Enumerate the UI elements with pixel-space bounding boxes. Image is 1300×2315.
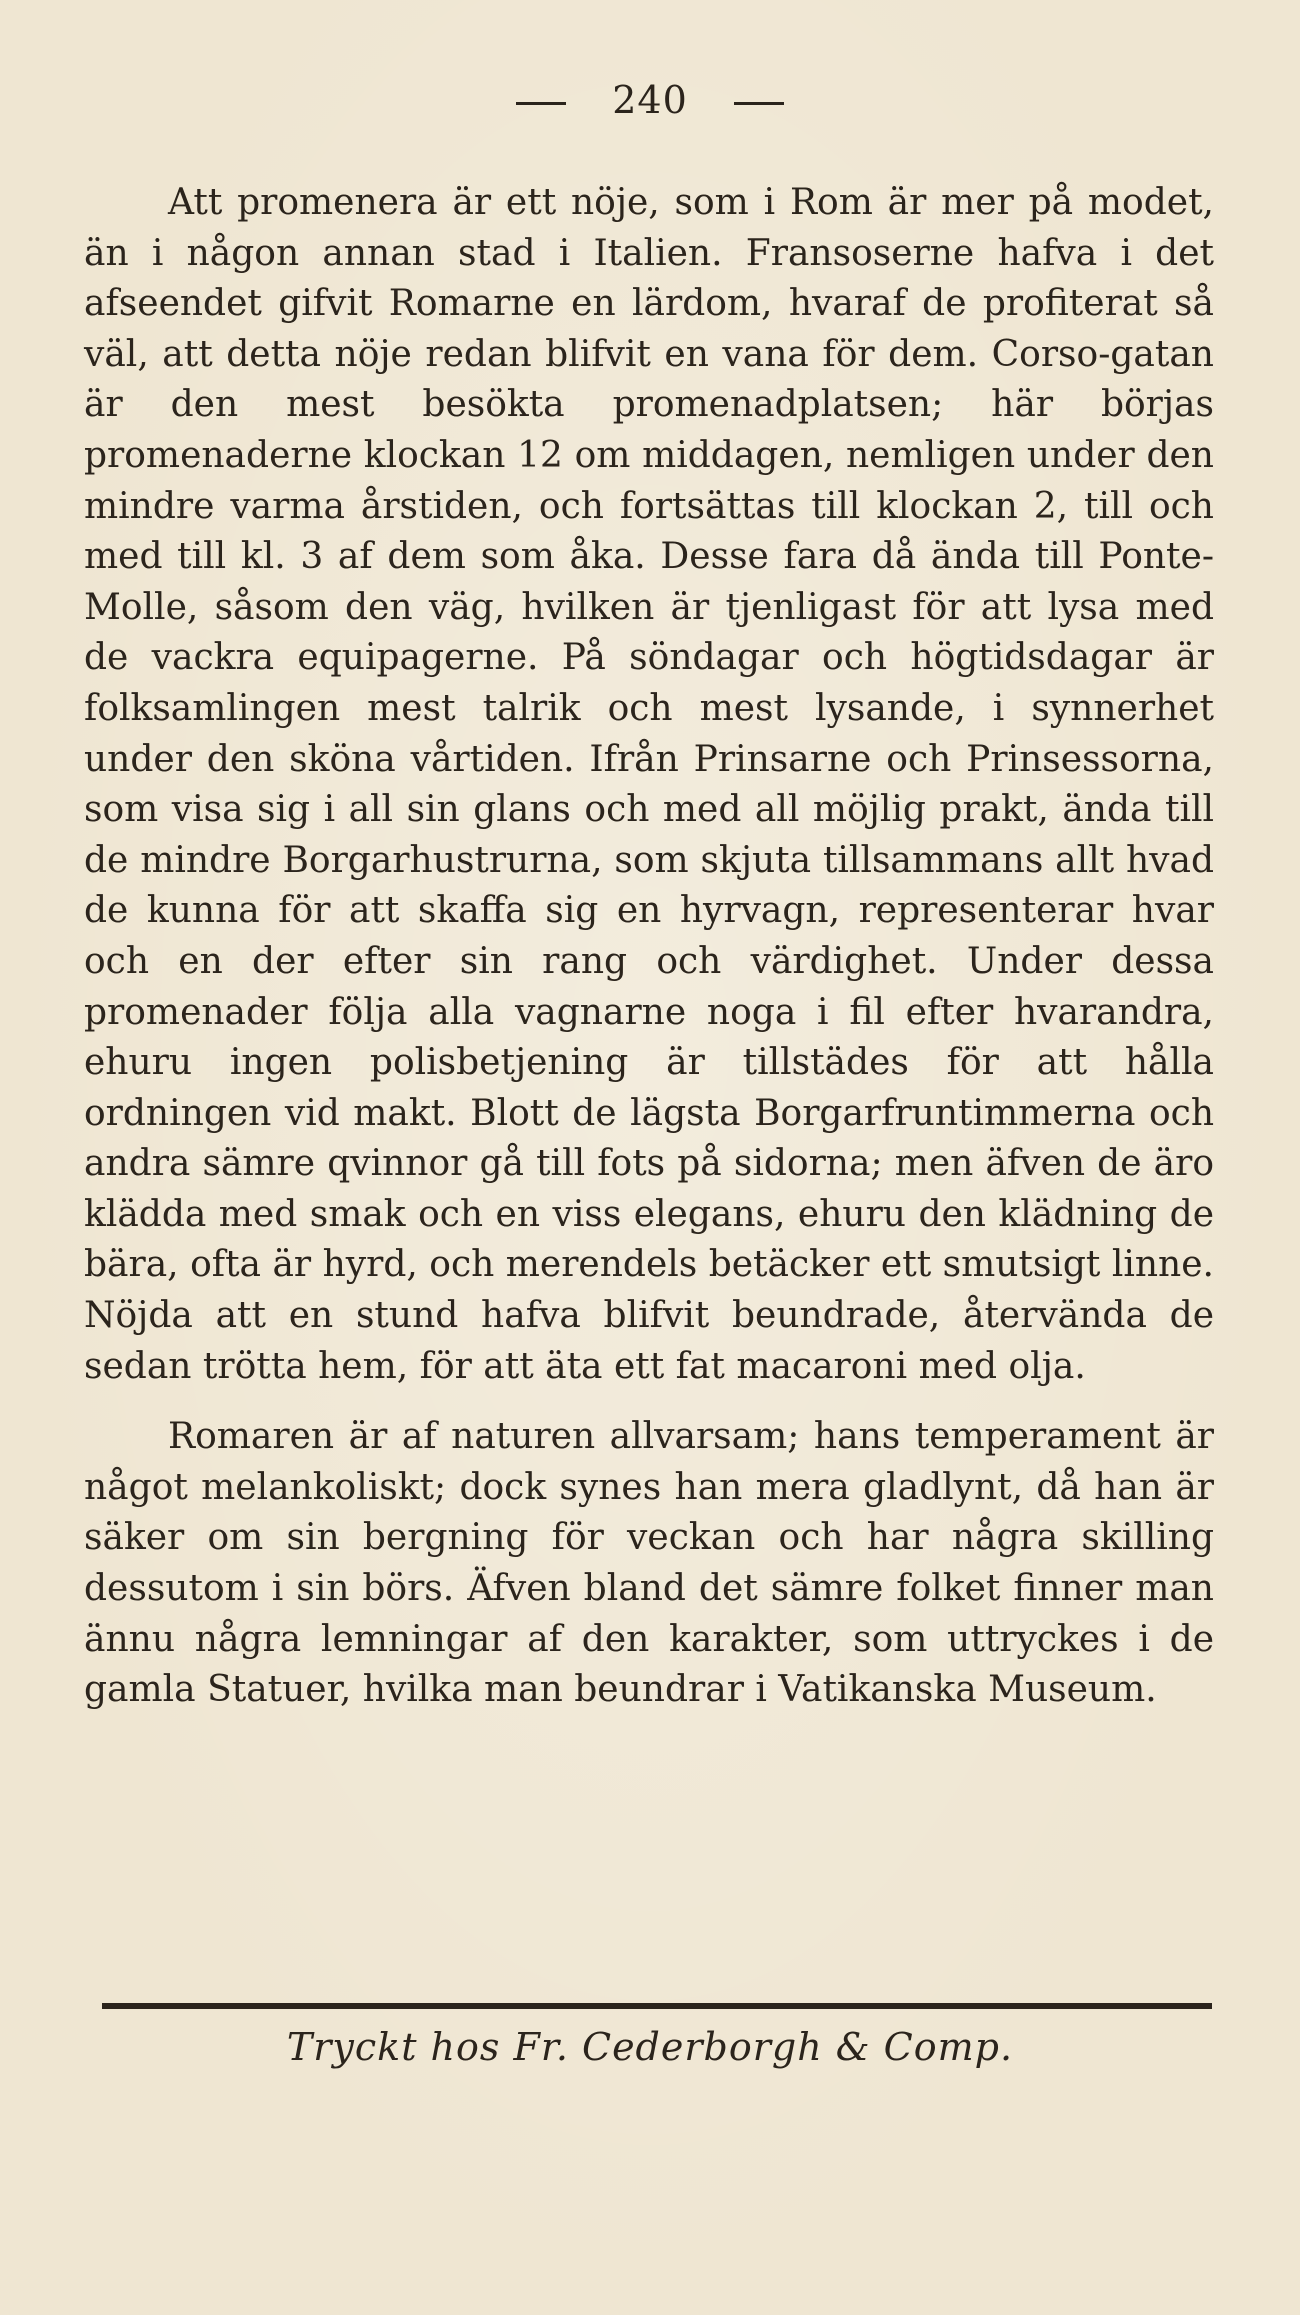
footer-rule [102,2003,1212,2009]
header-dash-left [516,102,566,105]
page-number: 240 [612,78,688,122]
header-dash-right [734,102,784,105]
paragraph-romaren: Romaren är af naturen allvarsam; hans temperament är något melankoliskt; dock synes han mera gladlynt, då han är säker om sin bergning för veckan och har några skilling dessutom i sin börs. Äfven bland det sämre folket finner man ännu några lemningar af den karakter, som uttryckes i de gamla Statuer, hvilka man beundrar i Vatikanska Museum. [84,1416,1214,1711]
printer-imprint: Tryckt hos Fr. Cederborgh & Comp. [286,2025,1014,2069]
body-text [84,178,1214,1716]
paragraph-promenader: Att promenera är ett nöje, som i Rom är mer på modet, än i någon annan stad i Italien. Fransoserne hafva i det afseendet gifvit Romarne en lärdom, hvaraf de profiterat så väl, att detta nöje redan blifvit en vana för dem. Corso-gatan är den mest besökta promenadplatsen; här börjas promenaderne klockan 12 om middagen, nemligen under den mindre varma årstiden, och fortsättas till klockan 2, till och med till kl. 3 af dem som åka. Desse fara då ända till Ponte-Molle, såsom den väg, hvilken är tjenligast för att lysa med de vackra equipagerne. På söndagar och högtidsdagar är folksamlingen mest talrik och mest lysande, i synnerhet under den sköna vårtiden. Ifrån Prinsarne och Prinsessorna, som visa sig i all sin glans och med all möjlig prakt, ända till de mindre Borgarhustrurna, som skjuta tillsammans allt hvad de kunna för att skaffa sig en hyrvagn, representerar hvar och en der efter sin rang och värdighet. Under dessa promenader följa alla vagnarne noga i fil efter hvarandra, ehuru ingen polisbetjening är tillstädes för att hålla ordningen vid makt. Blott de lägsta Borgarfruntimmerna och andra sämre qvinnor gå till fots på sidorna; men äfven de äro klädda med smak och en viss elegans, ehuru den klädning de bära, ofta är hyrd, och merendels betäcker ett smutsigt linne. Nöjda att en stund hafva blifvit beundrade, återvända de sedan trötta hem, för att äta ett fat macaroni med olja. [84,182,1214,1387]
page-header [0,78,1300,122]
